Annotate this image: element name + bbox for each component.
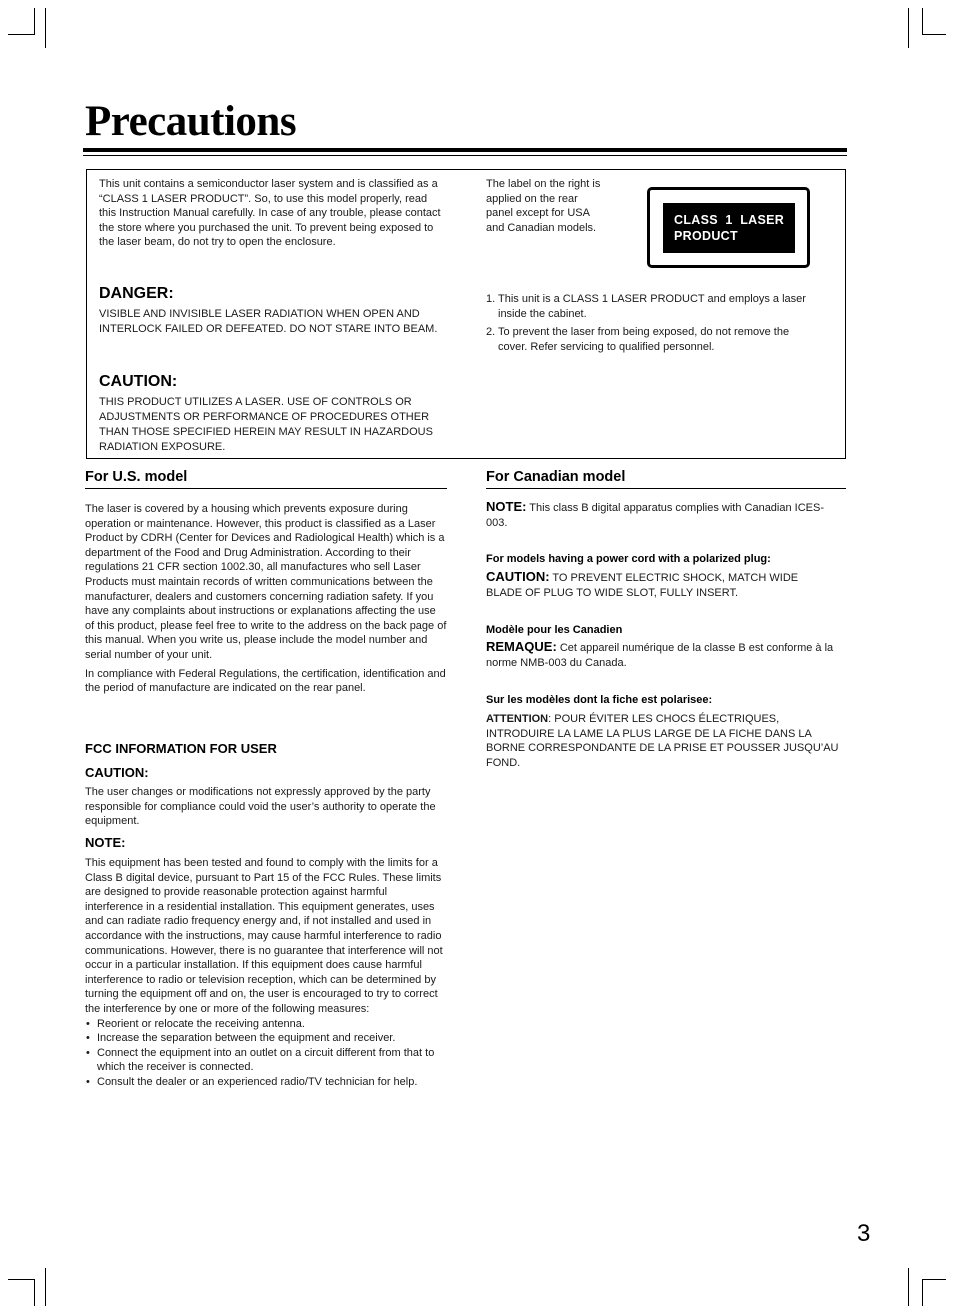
list-item: • Increase the separation between the equipment and receiver. [85, 1031, 447, 1046]
us-model-heading: For U.S. model [85, 469, 447, 489]
list-item: 1. This unit is a CLASS 1 LASER PRODUCT and employs a laser inside the cabinet. [486, 293, 806, 320]
list-item: • Connect the equipment into an outlet on a circuit different from that to which the receiver is connected. [85, 1046, 447, 1075]
fcc-note-text: This equipment has been tested and found to comply with the limits for a Class B digital device, pursuant to Part 15 of the FCC Rules. These limits are designed to provide reasonable protection against harmful interference in a residential installation. This equipment generates, uses and can radiate radio frequency energy and, if not installed and used in accordance with the instructions, may cause harmful interference to radio communications. However, there is no guarantee that interference will not occur in a particular installation. If this equipment does cause harmful interference to radio or television reception, which can be determined by turning the equipment off and on, the user is encouraged to try to correct the interference by one or more of the following measures: [85, 857, 443, 1015]
caution-heading: CAUTION: [99, 373, 178, 390]
canadian-note-text: This class B digital apparatus complies with Canadian ICES-003. [486, 502, 825, 529]
label-line-2: PRODUCT [674, 229, 738, 243]
title-rule-thin [83, 155, 847, 156]
list-item: 2. To prevent the laser from being exposed, do not remove the cover. Refer servicing to qualified personnel. [486, 326, 790, 353]
danger-heading: DANGER: [99, 285, 174, 302]
page-title: Precautions [85, 98, 297, 145]
class1-laser-label [663, 203, 795, 253]
us-para-2: In compliance with Federal Regulations, the certification, identification and the period of manufacture are indicated on the rear panel. [85, 667, 446, 695]
page-number: 3 [857, 1220, 871, 1247]
plug-caution-label: CAUTION: [486, 569, 550, 584]
remarque-label: REMAQUE: [486, 639, 557, 654]
list-item: • Consult the dealer or an experienced radio/TV technician for help. [85, 1075, 447, 1090]
fcc-heading: FCC INFORMATION FOR USER [85, 741, 277, 756]
fcc-caution-text: The user changes or modifications not expressly approved by the party responsible for compliance could void the user’s authority to operate the equipment. [85, 786, 436, 828]
label-location-note: The label on the right is applied on the rear panel except for USA and Canadian models. [486, 178, 601, 234]
canadian-note [486, 500, 826, 530]
polarized-plug-heading: For models having a power cord with a polarized plug: [486, 553, 771, 565]
caution-text: THIS PRODUCT UTILIZES A LASER. USE OF CONTROLS OR ADJUSTMENTS OR PERFORMANCE OF PROCEDURES OTHER THAN THOSE SPECIFIED HEREIN MAY RESULT IN HAZARDOUS RADIATION EXPOSURE. [99, 396, 433, 453]
polarized-plug-caution [486, 570, 831, 600]
attention-label: ATTENTION [486, 713, 549, 725]
us-para-1: The laser is covered by a housing which prevents exposure during operation or maintenance. However, this product is classified as a Laser Product by CDRH (Center for Devices and Radiological Health) which is a department of the Food and Drug Administration. According to their regulations 21 CFR section 1002.30, all manufactures who sell Laser Products must maintain records of written communications between the manufacturer, dealers and customers concerning radiation safety. If you have any complaints about instructions or explanations affecting the use of this product, please feel free to write to the address on the back page of this manual. When you write us, please include the model number and serial number of your unit. [85, 503, 447, 661]
attention-text: : POUR ÉVITER LES CHOCS ÉLECTRIQUES, INTRODUIRE LA LAME LA PLUS LARGE DE LA FICHE DANS LA BORNE CORRESPONDANTE DE LA PRISE ET POUSSER JUSQU’AU FOND. [486, 713, 839, 769]
french-model-heading: Modèle pour les Canadien [486, 624, 623, 636]
french-plug-heading: Sur les modèles dont la fiche est polarisee: [486, 694, 713, 706]
canadian-note-label: NOTE: [486, 499, 527, 514]
list-item: • Reorient or relocate the receiving antenna. [85, 1017, 447, 1032]
canadian-model-heading: For Canadian model [486, 469, 846, 489]
remarque-block [486, 640, 846, 670]
fcc-note-heading: NOTE: [85, 835, 126, 850]
remarque-text: Cet appareil numérique de la classe B est conforme à la norme NMB-003 du Canada. [486, 642, 834, 669]
fcc-caution-heading: CAUTION: [85, 765, 149, 780]
laser-intro-text: This unit contains a semiconductor laser system and is classified as a “CLASS 1 LASER PRODUCT”. So, to use this model properly, read this Instruction Manual carefully. In case of any trouble, please contact the store where you purchased the unit. To prevent being exposed to the laser beam, do not try to open the enclosure. [99, 178, 441, 249]
laser-notes [486, 292, 816, 358]
attention-block [486, 712, 841, 770]
title-rule [83, 148, 847, 152]
plug-caution-text: TO PREVENT ELECTRIC SHOCK, MATCH WIDE BLADE OF PLUG TO WIDE SLOT, FULLY INSERT. [486, 572, 799, 599]
danger-text: VISIBLE AND INVISIBLE LASER RADIATION WHEN OPEN AND INTERLOCK FAILED OR DEFEATED. DO NOT STARE INTO BEAM. [99, 308, 438, 335]
fcc-note-body [85, 856, 447, 1090]
label-line-1: CLASS 1 LASER [674, 213, 785, 227]
us-model-body [85, 502, 447, 696]
